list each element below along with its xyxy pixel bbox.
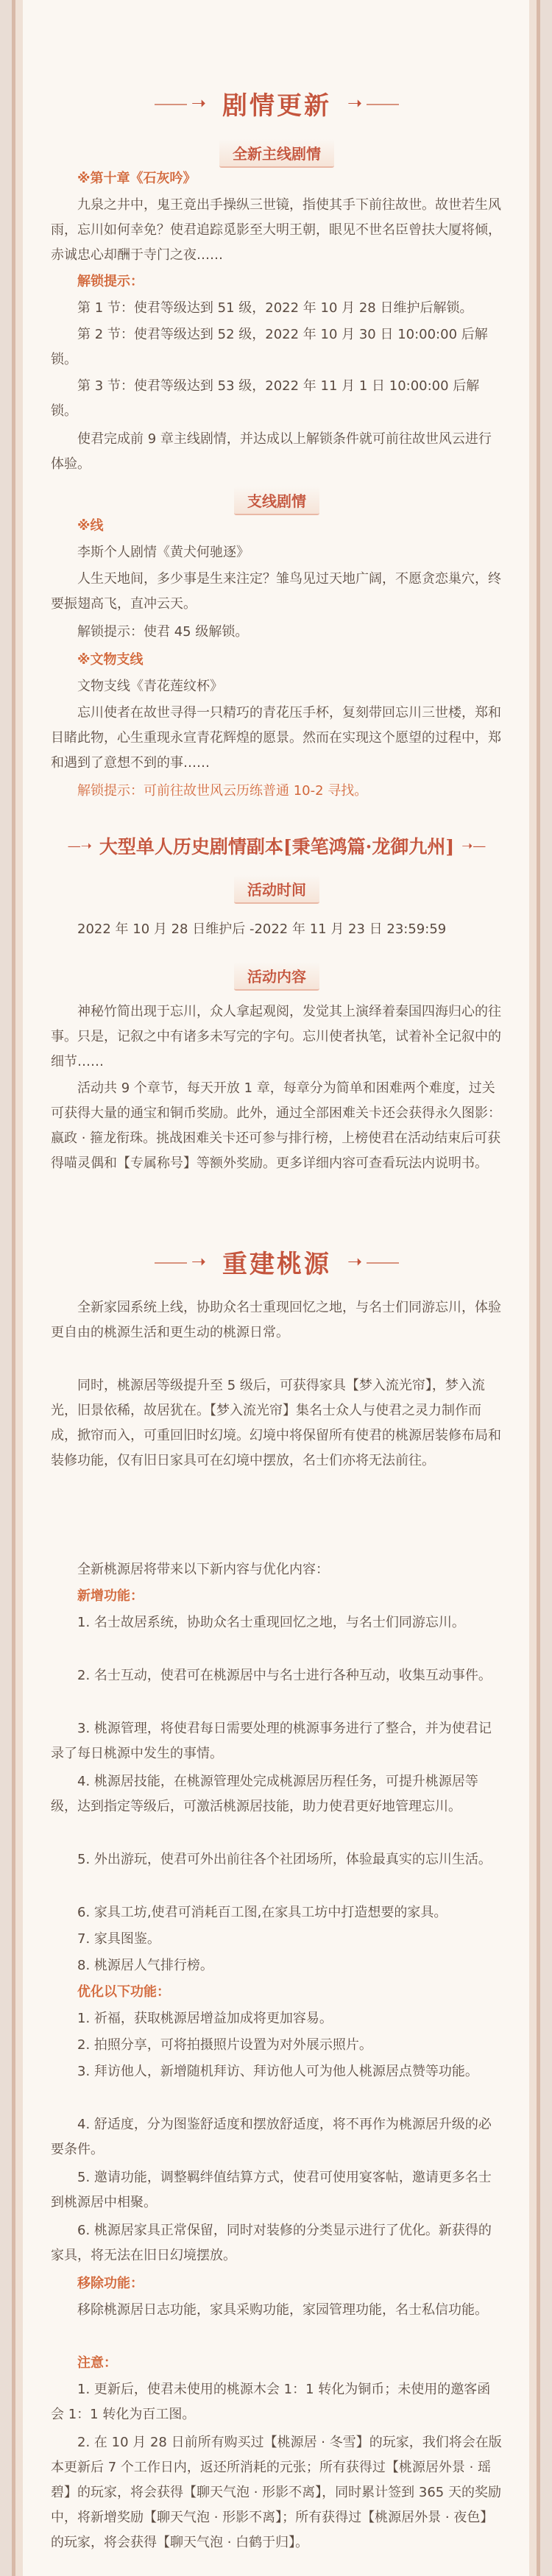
opt-item-6: 6. 桃源居家具正常保留，同时对装修的分类显示进行了优化。新获得的家具，将无法在旧日幻境摆放。 <box>51 2223 492 2263</box>
section-title-story: ➝ 剧情更新 ➝ <box>51 81 503 125</box>
new-item-8: 8. 桃源居人气排行榜。 <box>77 1958 213 1973</box>
new-item-3: 3. 桃源管理，将使君每日需要处理的桃源事务进行了整合，并为使君记录了每日桃源中发生的事情。 <box>51 1721 492 1761</box>
main-story-note: 使君完成前 9 章主线剧情，并达成以上解锁条件就可前往故世风云进行体验。 <box>51 431 492 472</box>
branch-a-title: 李斯个人剧情《黄犬何驰逐》 <box>77 545 250 560</box>
frame-rail-right <box>529 0 537 2576</box>
title-arrow-right-icon: ➝ <box>347 93 403 113</box>
section-title-peach: ➝ 重建桃源 ➝ <box>51 1239 503 1284</box>
opt-item-4: 4. 舒适度，分为图鉴舒适度和摆放舒适度，将不再作为桃源居升级的必要条件。 <box>51 2117 492 2157</box>
unlock-3: 第 3 节：使君等级达到 53 级，2022 年 11 月 1 日 10:00:00 后解锁。 <box>51 378 480 419</box>
title-arrow-left-icon-2: ➝ <box>150 1251 206 1272</box>
branch-a-body: 人生天地间，多少事是生来注定？雏鸟见过天地广阔，不愿贪恋巢穴，终要振翅高飞，直冲云天。 <box>51 571 501 612</box>
opt-item-1: 1. 祈福，获取桃源居增益加成将更加容易。 <box>77 2011 333 2026</box>
new-item-1: 1. 名士故居系统，协助众名士重现回忆之地，与名士们同游忘川。 <box>77 1615 465 1630</box>
unlock-1: 第 1 节：使君等级达到 51 级，2022 年 10 月 28 日维护后解锁。 <box>77 300 473 316</box>
activity-content-1: 神秘竹简出现于忘川，众人拿起观阅，发觉其上演绎着秦国四海归心的往事。只是，记叙之中有诸多未写完的字句。忘川使者执笔，试着补全记叙中的细节…… <box>51 1004 501 1069</box>
title-arrow-left-icon: ➝ <box>150 93 206 113</box>
peach-p2: 同时，桃源居等级提升至 5 级后，可获得家具【梦入流光帘】，梦入流光，旧景依稀，故居犹在。【梦入流光帘】集名士众人与使君之灵力制作而成，掀帘而入，可重回旧时幻境。幻境中将保留所有使君的桃源居装修布局和装修功能，仅有旧日家具可在幻境中摆放，名士们亦将无法前往。 <box>51 1378 501 1468</box>
unlock-2: 第 2 节：使君等级达到 52 级，2022 年 10 月 30 日 10:00:00 后解锁。 <box>51 327 488 367</box>
frame-rail-left <box>15 0 23 2576</box>
new-item-6: 6. 家具工坊,使君可消耗百工图,在家具工坊中打造想要的家具。 <box>77 1905 447 1920</box>
opt-item-5: 5. 邀请功能，调整羁绊值结算方式，使君可使用宴客帖，邀请更多名士到桃源居中相聚。 <box>51 2170 492 2210</box>
optimize-title: 优化以下功能： <box>77 1984 170 2000</box>
main-story-intro: 九泉之井中，鬼王竟出手操纵三世镜，指使其手下前往故世。故世若生风雨，忘川如何幸免？使君追踪觅影至大明王朝，眼见不世名臣曾扶大厦将倾，赤诚忠心却酬于寺门之夜…… <box>51 197 501 263</box>
branch-b-title: 文物支线《青花莲纹杯》 <box>77 679 223 694</box>
heading-branch: 支线剧情 <box>51 486 503 515</box>
remove-title: 移除功能： <box>77 2276 144 2291</box>
section-title-dungeon: —➝ 大型单人历史剧情副本[秉笔鸿篇·龙御九州] ➝— <box>67 836 486 857</box>
new-item-5: 5. 外出游玩，使君可外出前往各个社团场所，体验最真实的忘川生活。 <box>77 1852 492 1867</box>
chapter-title: ※第十章《石灰吟》 <box>77 171 197 186</box>
peach-p1: 全新家园系统上线，协助众名士重现回忆之地，与名士们同游忘川，体验更自由的桃源生活和更生动的桃源日常。 <box>51 1300 501 1340</box>
branch-b-unlock: 解锁提示：可前往故世风云历练普通 10-2 寻找。 <box>77 783 368 799</box>
banner-arrow-right-icon: ➝— <box>461 838 486 854</box>
new-item-2: 2. 名士互动，使君可在桃源居中与名士进行各种互动，收集互动事件。 <box>77 1668 492 1683</box>
opt-item-2: 2. 拍照分享，可将拍摄照片设置为对外展示照片。 <box>77 2037 372 2053</box>
note-title: 注意： <box>77 2355 117 2371</box>
unlock-title: 解锁提示： <box>77 274 144 289</box>
new-features-title: 新增功能： <box>77 1588 144 1604</box>
branch-a-unlock: 解锁提示：使君 45 级解锁。 <box>77 624 249 640</box>
note-1: 1. 更新后，使君未使用的桃源木会 1：1 转化为铜币；未使用的邀客函会 1：1 转化为百工图。 <box>51 2382 491 2422</box>
heading-main-story: 全新主线剧情 <box>51 138 503 168</box>
new-item-7: 7. 家具图鉴。 <box>77 1931 160 1947</box>
branch-b-body: 忘川使者在故世寻得一只精巧的青花压手杯，复刻带回忘川三世楼，郑和目睹此物，心生重现永宣青花辉煌的愿景。然而在实现这个愿望的过程中，郑和遇到了意想不到的事…… <box>51 705 501 771</box>
banner-arrow-left-icon: —➝ <box>67 838 92 854</box>
peach-p3: 全新桃源居将带来以下新内容与优化内容： <box>77 1562 329 1577</box>
remove-body: 移除桃源居日志功能，家具采购功能，家园管理功能，名士私信功能。 <box>77 2302 488 2318</box>
opt-item-3: 3. 拜访他人，新增随机拜访、拜访他人可为他人桃源居点赞等功能。 <box>77 2064 478 2079</box>
note-2: 2. 在 10 月 28 日前所有购买过【桃源居 · 冬雪】的玩家，我们将会在版本更新后 7 个工作日内，返还所消耗的元张；所有获得过【桃源居外景 · 瑶碧】的玩家，将会获得【聊天气泡 · 形影不离】，同时累计签到 365 天的奖励中，将新增奖励【聊天气泡 · 形影不离】；所有获得过【桃源居外景 · 夜色】的玩家，将会获得【聊天气泡 · 白鹤于归】。 <box>51 2435 502 2550</box>
new-item-4: 4. 桃源居技能，在桃源管理处完成桃源居历程任务，可提升桃源居等级，达到指定等级后，可激活桃源居技能，助力使君更好地管理忘川。 <box>51 1774 478 1814</box>
heading-activity-time: 活动时间 <box>51 874 503 904</box>
heading-activity-content: 活动内容 <box>51 961 503 991</box>
activity-time-value: 2022 年 10 月 28 日维护后 -2022 年 11 月 23 日 23:59:59 <box>77 921 447 937</box>
branch-label-a: ※线 <box>77 518 104 534</box>
title-arrow-right-icon-2: ➝ <box>347 1251 403 1272</box>
scroll-frame <box>12 0 540 2576</box>
activity-content-2: 活动共 9 个章节，每天开放 1 章，每章分为简单和困难两个难度，过关可获得大量的通宝和铜币奖励。此外，通过全部困难关卡还会获得永久图影：嬴政 · 箍龙衔珠。挑战困难关卡还可参与排行榜，上榜使君在活动结束后可获得喵灵偶和【专属称号】等额外奖励。更多详细内容可查看玩法内说明书。 <box>51 1080 501 1171</box>
branch-label-b: ※文物支线 <box>77 652 144 668</box>
